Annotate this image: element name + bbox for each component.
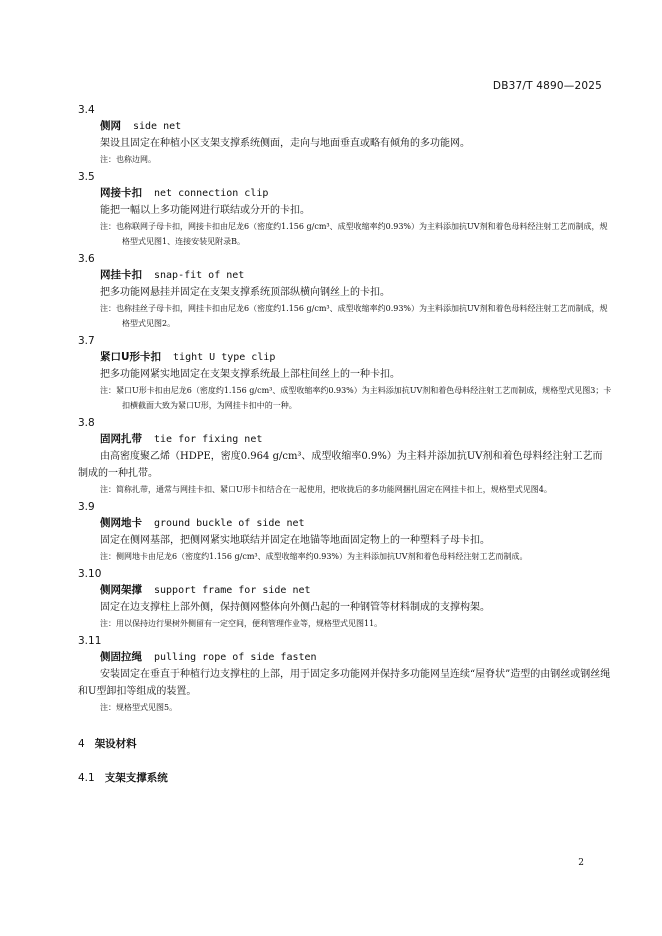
term-english: net connection clip xyxy=(154,188,269,199)
term-definition: 把多功能网紧实地固定在支架支撑系统最上部柱间丝上的一种卡扣。 xyxy=(100,369,400,380)
term-entry-3-4 xyxy=(78,102,612,167)
term-entry-3-8 xyxy=(78,415,612,497)
note-label: 注： xyxy=(100,619,116,628)
term-note xyxy=(78,301,612,331)
note-text: 也称联网子母卡扣，网接卡扣由尼龙6（密度约1.156 g/cm³、成型收缩率约0.93%）为主料添加抗UV剂和着色母料经注射工艺而制成，规格型式见图1、连接安装见附录B。 xyxy=(116,222,608,246)
term-entry-3-10 xyxy=(78,566,612,631)
term-chinese: 紧口U形卡扣 xyxy=(100,351,162,363)
note-label: 注： xyxy=(100,703,116,712)
clause-number: 3.6 xyxy=(78,253,95,265)
standard-code: DB37/T 4890—2025 xyxy=(492,80,602,92)
term-note xyxy=(78,383,612,413)
term-chinese: 网接卡扣 xyxy=(100,187,142,199)
note-text: 侧网地卡由尼龙6（密度约1.156 g/cm³、成型收缩率约0.93%）为主料添加抗UV剂和着色母料经注射工艺而制成。 xyxy=(116,552,528,561)
term-english: support frame for side net xyxy=(154,585,311,596)
note-text: 也称挂丝子母卡扣，网挂卡扣由尼龙6（密度约1.156 g/cm³、成型收缩率约0.93%）为主料添加抗UV剂和着色母料经注射工艺而制成，规格型式见图2。 xyxy=(116,304,608,328)
clause-number: 3.8 xyxy=(78,417,95,429)
note-label: 注： xyxy=(100,552,116,561)
term-heading xyxy=(78,267,612,284)
clause-number: 3.9 xyxy=(78,501,95,513)
section-heading xyxy=(78,735,612,753)
term-note xyxy=(78,549,612,564)
term-entry-3-5 xyxy=(78,169,612,249)
subsection-number: 4.1 xyxy=(78,772,95,784)
clause-number: 3.10 xyxy=(78,568,102,580)
clause-number: 3.11 xyxy=(78,635,102,647)
term-english: tight U type clip xyxy=(173,352,276,363)
note-text: 简称扎带，通常与网挂卡扣、紧口U形卡扣结合在一起使用，把收拢后的多功能网捆扎固定在网挂卡扣上，规格型式见图4。 xyxy=(116,485,552,494)
term-chinese: 网挂卡扣 xyxy=(100,269,142,281)
term-definition: 固定在边支撑柱上部外侧，保持侧网整体向外侧凸起的一种钢管等材料制成的支撑构架。 xyxy=(100,602,490,613)
note-text: 也称边网。 xyxy=(116,155,156,164)
page-number: 2 xyxy=(578,858,584,868)
term-note xyxy=(78,152,612,167)
term-entry-3-11 xyxy=(78,633,612,715)
term-entry-3-7 xyxy=(78,333,612,413)
term-definition: 由高密度聚乙烯（HDPE，密度0.964 g/cm³、成型收缩率0.9%）为主料并添加抗UV剂和着色母料经注射工艺而制成的一种扎带。 xyxy=(78,451,603,479)
term-definition: 能把一幅以上多功能网进行联结或分开的卡扣。 xyxy=(100,205,310,216)
term-english: side net xyxy=(133,121,182,132)
subsection-title: 支架支撑系统 xyxy=(104,772,168,784)
clause-number: 3.4 xyxy=(78,104,95,116)
term-heading xyxy=(78,431,612,448)
term-heading xyxy=(78,118,612,135)
term-chinese: 侧固拉绳 xyxy=(100,651,142,663)
term-chinese: 侧网地卡 xyxy=(100,517,142,529)
term-english: snap-fit of net xyxy=(154,270,245,281)
clause-number: 3.5 xyxy=(78,171,95,183)
note-text: 紧口U形卡扣由尼龙6（密度约1.156 g/cm³、成型收缩率约0.93%）为主料添加抗UV剂和着色母料经注射工艺而制成，规格型式见图3；卡扣横截面大致为紧口U形，为网挂卡扣中的一种。 xyxy=(116,386,612,410)
note-text: 用以保持边行果树外侧留有一定空间，便利管理作业等，规格型式见图11。 xyxy=(116,619,383,628)
term-definition: 把多功能网悬挂并固定在支架支撑系统顶部纵横向钢丝上的卡扣。 xyxy=(100,287,390,298)
term-english: ground buckle of side net xyxy=(154,518,305,529)
term-heading xyxy=(78,185,612,202)
term-chinese: 侧网 xyxy=(100,120,121,132)
term-definition: 固定在侧网基部，把侧网紧实地联结并固定在地锚等地面固定物上的一种塑料子母卡扣。 xyxy=(100,535,490,546)
note-label: 注： xyxy=(100,485,116,494)
term-heading xyxy=(78,349,612,366)
term-definition: 架设且固定在种植小区支架支撑系统侧面，走向与地面垂直或略有倾角的多功能网。 xyxy=(100,138,470,149)
term-english: pulling rope of side fasten xyxy=(154,652,317,663)
note-text: 规格型式见图5。 xyxy=(116,703,178,712)
term-entry-3-6 xyxy=(78,251,612,331)
term-note xyxy=(78,616,612,631)
term-english: tie for fixing net xyxy=(154,434,263,445)
term-note xyxy=(78,219,612,249)
clause-number: 3.7 xyxy=(78,335,95,347)
section-number: 4 xyxy=(78,738,85,750)
subsection-heading xyxy=(78,769,612,787)
note-label: 注： xyxy=(100,304,116,313)
term-note xyxy=(78,482,612,497)
note-label: 注： xyxy=(100,222,116,231)
section-title: 架设材料 xyxy=(94,738,137,750)
term-chinese: 侧网架撑 xyxy=(100,584,142,596)
term-heading xyxy=(78,515,612,532)
term-chinese: 固网扎带 xyxy=(100,433,142,445)
page-content xyxy=(78,100,612,787)
term-entry-3-9 xyxy=(78,499,612,564)
term-note xyxy=(78,700,612,715)
term-heading xyxy=(78,582,612,599)
term-heading xyxy=(78,649,612,666)
note-label: 注： xyxy=(100,155,116,164)
term-definition: 安装固定在垂直于种植行边支撑柱的上部，用于固定多功能网并保持多功能网呈连续“屋脊状”造型的由钢丝或钢丝绳和U型卸扣等组成的装置。 xyxy=(78,669,611,697)
note-label: 注： xyxy=(100,386,116,395)
